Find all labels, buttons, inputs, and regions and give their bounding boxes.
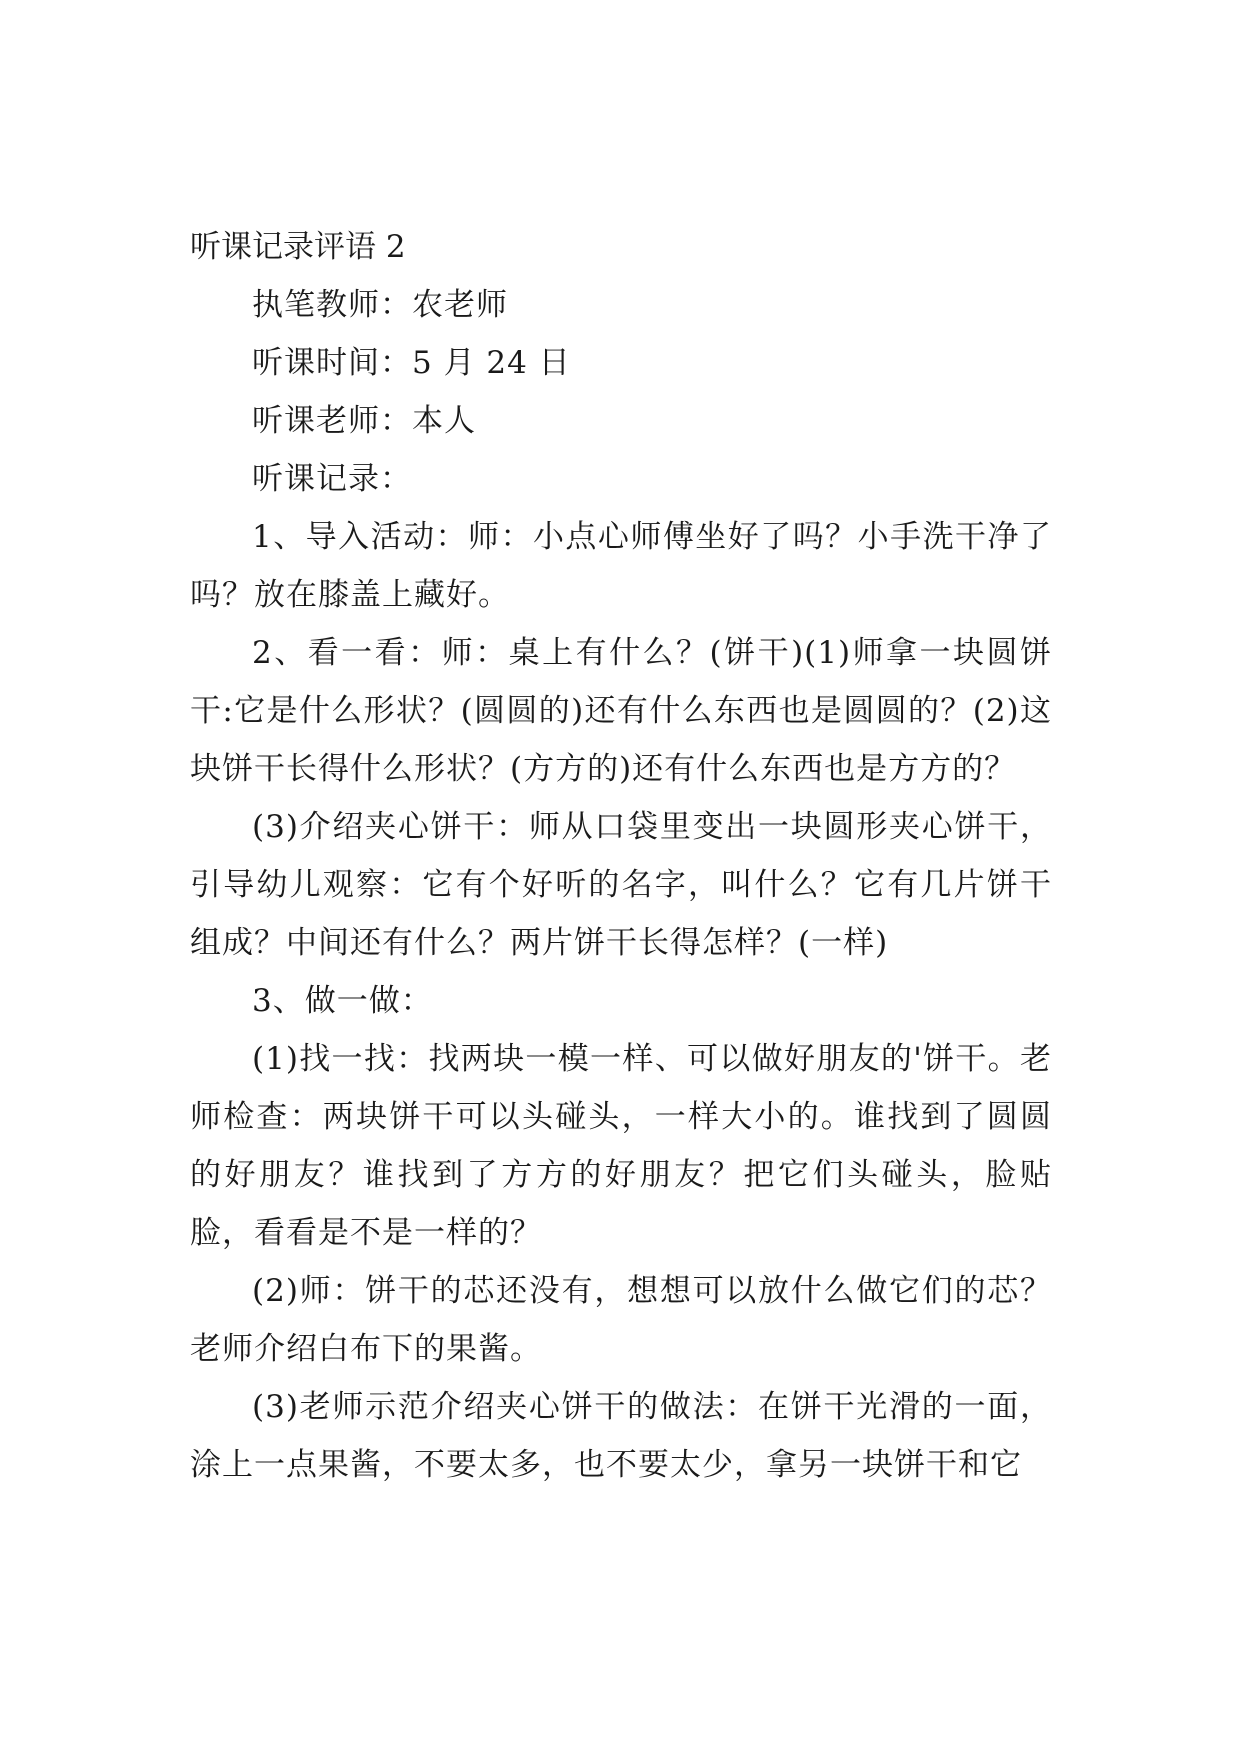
- paragraph-step-3: 3、做一做：: [252, 983, 433, 1019]
- paragraph-time: 听课时间：5 月 24 日: [252, 345, 571, 381]
- paragraph-author: 执笔教师：农老师: [252, 287, 508, 323]
- document-title: 听课记录评语 2: [190, 229, 406, 265]
- paragraph-step-3-2: (2)师：饼干的芯还没有，想想可以放什么做它们的芯？老师介绍白布下的果酱。: [190, 1273, 1052, 1367]
- paragraph-step-2: 2、看一看：师：桌上有什么？(饼干)(1)师拿一块圆饼干:它是什么形状？(圆圆的)还有什么东西也是圆圆的？(2)这块饼干长得什么形状？(方方的)还有什么东西也是方方的？: [190, 635, 1052, 787]
- paragraph-step-3-3: (3)老师示范介绍夹心饼干的做法：在饼干光滑的一面，涂上一点果酱，不要太多，也不要太少，拿另一块饼干和它: [190, 1389, 1052, 1483]
- paragraph-step-3-1: (1)找一找：找两块一模一样、可以做好朋友的'饼干。老师检查：两块饼干可以头碰头，一样大小的。谁找到了圆圆的好朋友？谁找到了方方的好朋友？把它们头碰头，脸贴脸，看看是不是一样的？: [190, 1041, 1052, 1251]
- paragraph-step-2-3: (3)介绍夹心饼干：师从口袋里变出一块圆形夹心饼干，引导幼儿观察：它有个好听的名字，叫什么？它有几片饼干组成？中间还有什么？两片饼干长得怎样？(一样): [190, 809, 1052, 961]
- paragraph-record-heading: 听课记录：: [252, 461, 412, 497]
- paragraph-step-1: 1、导入活动：师：小点心师傅坐好了吗？小手洗干净了吗？放在膝盖上藏好。: [190, 519, 1052, 613]
- document-page: [190, 218, 1052, 1494]
- paragraph-observer: 听课老师：本人: [252, 403, 476, 439]
